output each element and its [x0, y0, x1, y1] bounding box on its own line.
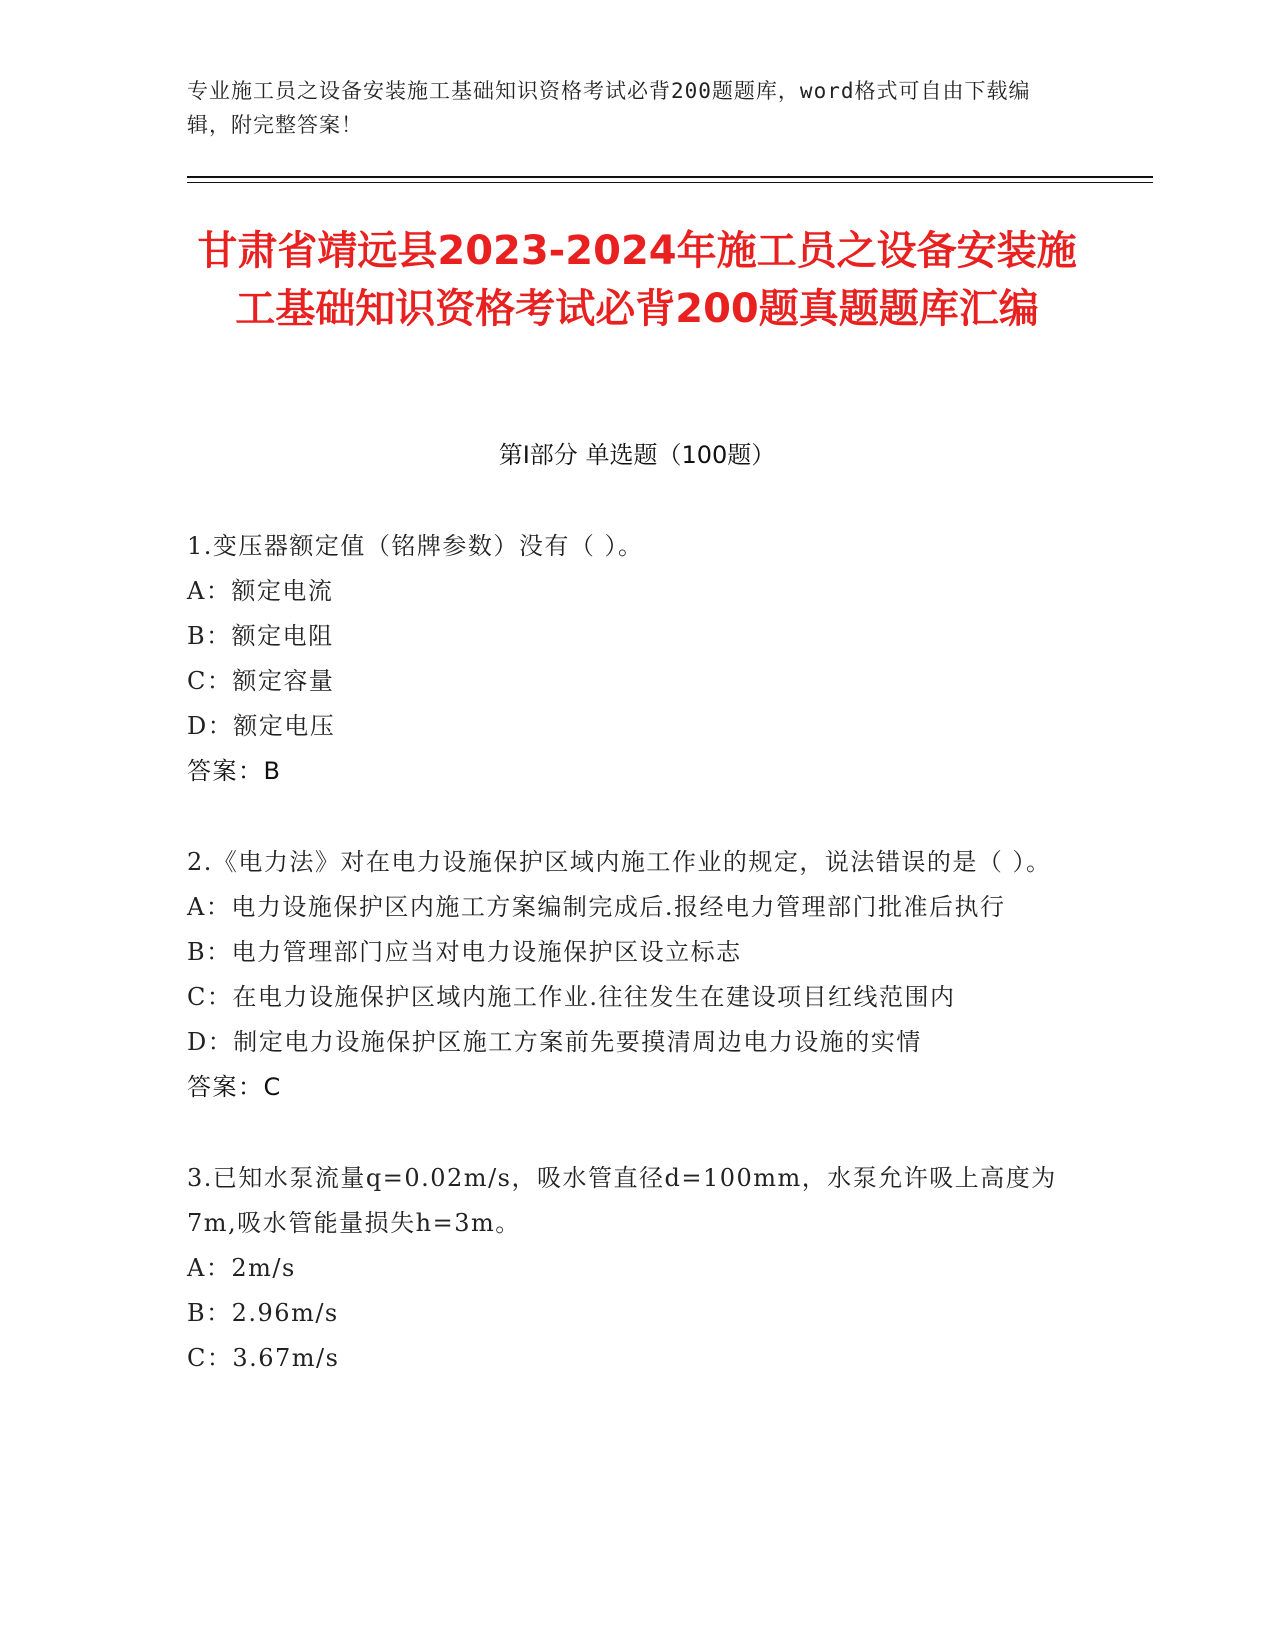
question-stem: 1.变压器额定值（铭牌参数）没有（ ）。	[187, 532, 644, 560]
option-b: B：额定电阻	[187, 622, 334, 650]
option-c: C：在电力设施保护区域内施工作业.往往发生在建设项目红线范围内	[187, 983, 956, 1011]
question-3	[187, 1156, 1067, 1381]
option-d: D：额定电压	[187, 712, 336, 740]
document-title: 甘肃省靖远县2023-2024年施工员之设备安装施工基础知识资格考试必背200题真题题库汇编	[197, 228, 1077, 332]
question-1	[187, 524, 1067, 794]
option-a: A：2m/s	[187, 1254, 296, 1282]
section-heading: 第Ⅰ部分 单选题（100题）	[498, 441, 776, 469]
option-c: C：额定容量	[187, 667, 335, 695]
option-c: C：3.67m/s	[187, 1344, 340, 1372]
option-b: B：电力管理部门应当对电力设施保护区设立标志	[187, 938, 742, 966]
header-divider-thin	[187, 182, 1153, 183]
option-d: D：制定电力设施保护区施工方案前先要摸清周边电力设施的实情	[187, 1028, 922, 1056]
question-list	[187, 524, 1067, 1427]
question-2	[187, 840, 1067, 1110]
option-a: A：额定电流	[187, 577, 334, 605]
question-stem: 3.已知水泵流量q=0.02m/s，吸水管直径d=100mm，水泵允许吸上高度为7m,吸水管能量损失h=3m。	[187, 1164, 1057, 1237]
option-b: B：2.96m/s	[187, 1299, 339, 1327]
header-note: 专业施工员之设备安装施工基础知识资格考试必背200题题库，word格式可自由下载编辑，附完整答案！	[187, 79, 1031, 137]
answer: 答案：C	[187, 1073, 282, 1101]
option-a: A：电力设施保护区内施工方案编制完成后.报经电力管理部门批准后执行	[187, 893, 1006, 921]
question-stem: 2.《电力法》对在电力设施保护区域内施工作业的规定，说法错误的是（ ）。	[187, 848, 1052, 876]
header-divider-thick	[187, 176, 1153, 178]
answer: 答案：B	[187, 757, 282, 785]
